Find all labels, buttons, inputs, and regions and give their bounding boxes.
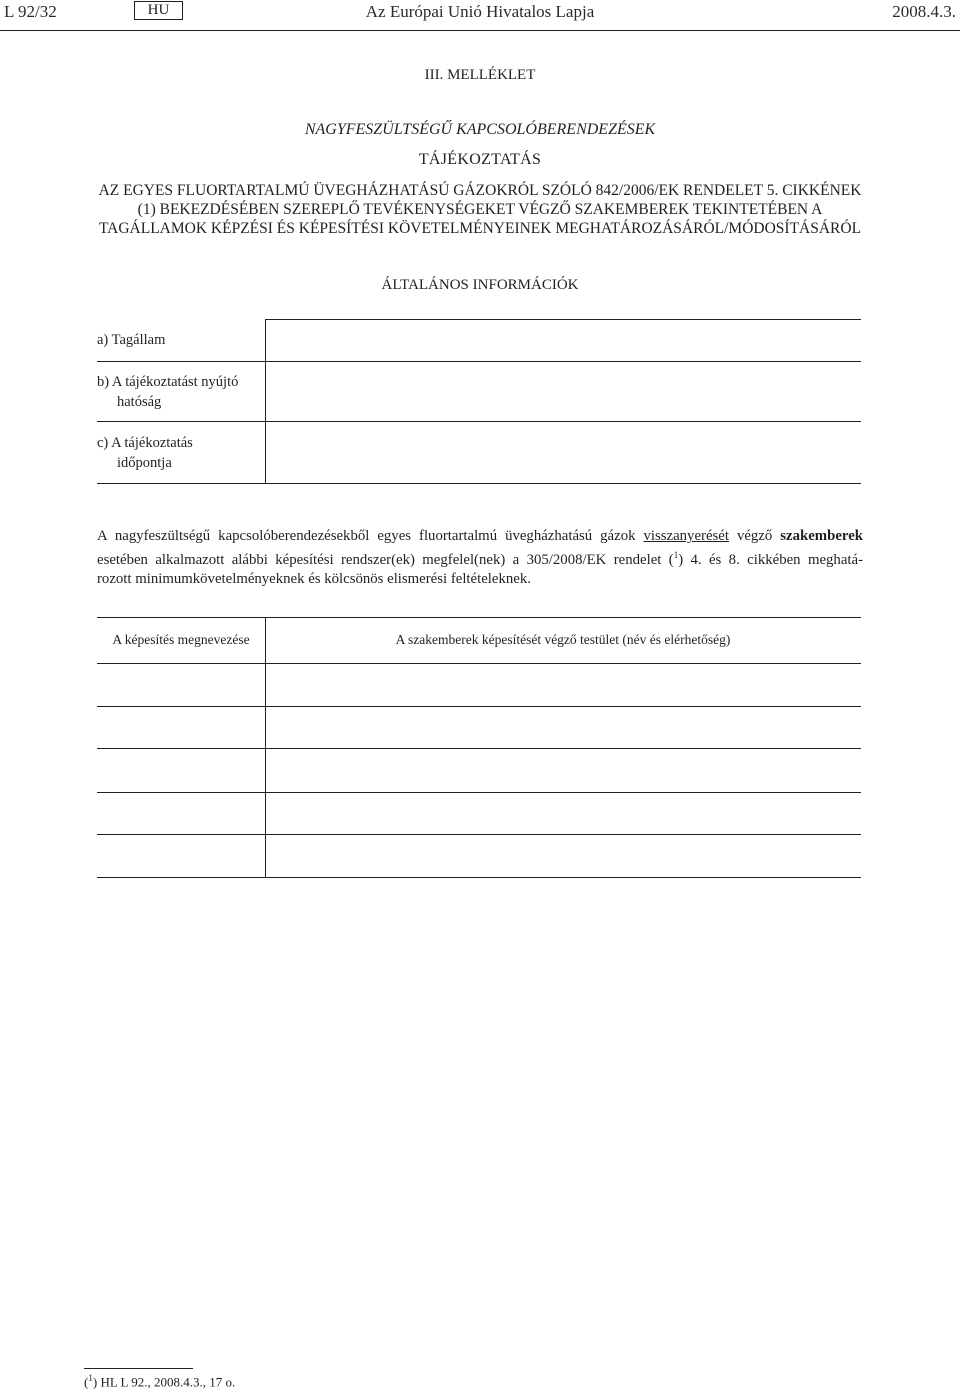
field-label: A tájékoztatás xyxy=(111,435,193,451)
field-label-cont: időpontja xyxy=(117,455,172,471)
table-cell[interactable] xyxy=(267,708,861,747)
paragraph-text: ) 4. és 8. cikkében meghatá- xyxy=(678,551,863,568)
table-bottom-rule xyxy=(97,877,861,878)
table-cell[interactable] xyxy=(98,708,264,747)
table-row-rule xyxy=(97,706,861,707)
field-marker: a) xyxy=(97,332,109,348)
table-cell[interactable] xyxy=(267,750,861,791)
table-cell[interactable] xyxy=(267,836,861,876)
form-row-rule xyxy=(97,361,861,362)
annex-title: III. MELLÉKLET xyxy=(424,67,536,83)
member-state-field[interactable] xyxy=(268,322,858,359)
form-column-divider xyxy=(265,319,266,483)
paragraph-text: A nagyfeszültségű kapcsolóberendezésekből egyes fluortartalmú üvegházhatású gázok xyxy=(97,528,644,544)
table-top-rule xyxy=(97,617,861,618)
field-marker: c) xyxy=(97,435,109,451)
field-label: Tagállam xyxy=(111,332,166,348)
footnote-number: 1 xyxy=(88,1373,93,1383)
table-cell[interactable] xyxy=(98,750,264,791)
page-reference: L 92/32 xyxy=(4,2,57,21)
table-column-divider xyxy=(265,617,266,877)
table-row-rule xyxy=(97,748,861,749)
journal-title: Az Európai Unió Hivatalos Lapja xyxy=(365,2,595,21)
field-label: A tájékoztatást nyújtó xyxy=(111,374,239,390)
form-row-rule xyxy=(97,421,861,422)
field-label-cont: hatóság xyxy=(117,394,162,410)
footnote: ($^1$) HL L 92., 2008.4.3., 17 o. xyxy=(84,1373,236,1390)
paragraph-underlined: visszanyerését xyxy=(643,528,729,544)
table-cell[interactable] xyxy=(267,665,861,705)
paragraph-text: végző xyxy=(728,528,781,544)
footnote-divider xyxy=(84,1368,193,1369)
general-info-heading: ÁLTALÁNOS INFORMÁCIÓK xyxy=(381,277,579,293)
info-title: TÁJÉKOZTATÁS xyxy=(418,151,542,168)
table-cell[interactable] xyxy=(98,836,264,876)
publication-date: 2008.4.3. xyxy=(892,2,956,21)
body-paragraph xyxy=(97,527,863,589)
table-row-rule xyxy=(97,792,861,793)
paragraph-text: esetében alkalmazott alábbi képesítési rendszer(ek) megfelel(nek) a 305/2008/EK rendelet ( xyxy=(97,551,674,568)
date-label xyxy=(97,433,193,473)
form-top-rule xyxy=(265,319,861,320)
table-header-rule xyxy=(97,663,861,664)
table-cell[interactable] xyxy=(98,665,264,705)
footnote-reference[interactable]: 1 xyxy=(673,550,679,560)
col-header-certifying-body: A szakemberek képesítését végző testület (név és elérhetőség) xyxy=(395,632,731,647)
footnote-text: HL L 92., 2008.4.3., 17 o. xyxy=(97,1374,236,1390)
authority-field[interactable] xyxy=(268,364,858,419)
col-header-qualification: A képesítés megnevezése xyxy=(112,632,250,647)
language-badge: HU xyxy=(134,1,183,20)
form-bottom-rule xyxy=(97,483,861,484)
paragraph-last-line: rozott minimumkövetelményeknek és kölcsönös elismerési feltételeknek. xyxy=(97,570,531,587)
table-row-rule xyxy=(97,834,861,835)
field-marker: b) xyxy=(97,374,110,390)
member-state-label xyxy=(97,330,165,350)
header-divider xyxy=(0,30,960,31)
table-cell[interactable] xyxy=(98,794,264,833)
document-title: NAGYFESZÜLTSÉGŰ KAPCSOLÓBERENDEZÉSEK xyxy=(304,121,656,138)
paragraph-bold: szakemberek xyxy=(780,528,864,544)
table-cell[interactable] xyxy=(267,794,861,833)
authority-label xyxy=(97,372,238,412)
regulation-title: AZ EGYES FLUORTARTALMÚ ÜVEGHÁZHATÁSÚ GÁZOKRÓL SZÓLÓ 842/2006/EK RENDELET 5. CIKKÉNEK (1) BEKEZDÉSÉBEN SZEREPLŐ TEVÉKENYSÉGEKET VÉGZŐ SZAKEMBEREK TEKINTETÉBEN A TAGÁLLAMOK KÉPZÉSI ÉS KÉPESÍTÉSI KÖVETELMÉNYEINEK MEGHATÁROZÁSÁRÓL/MÓDOSÍTÁSÁRÓL xyxy=(98,182,862,237)
date-field[interactable] xyxy=(268,424,858,481)
